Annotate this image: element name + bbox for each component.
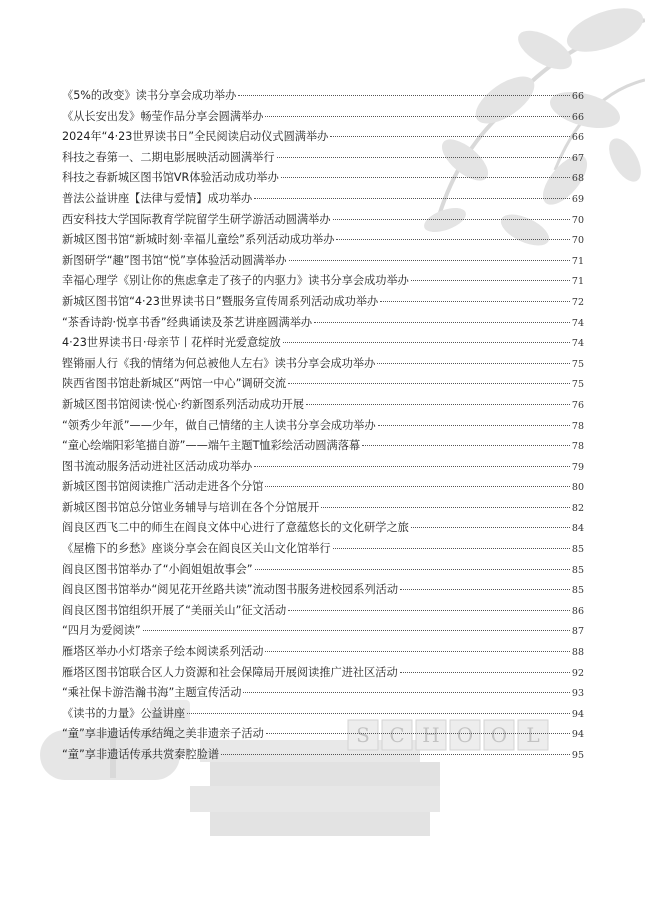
- toc-leader-dots: [333, 548, 570, 549]
- toc-entry-page: 84: [571, 523, 584, 535]
- toc-entry-title: 新城区图书馆“新城时刻·幸福儿童绘”系列活动成功举办: [62, 233, 335, 247]
- toc-entry-title: 陕西省图书馆赴新城区“两馆一中心”调研交流: [62, 377, 287, 391]
- toc-leader-dots: [254, 198, 570, 199]
- toc-entry-title: 2024年“4·23世界读书日”全民阅读启动仪式圆满举办: [62, 130, 329, 144]
- toc-leader-dots: [411, 527, 570, 528]
- toc-entry-page: 66: [571, 91, 584, 102]
- toc-entry-title: “领秀少年派”——少年，做自己情绪的主人读书分享会成功举办: [62, 418, 376, 432]
- toc-entry-page: 67: [571, 152, 584, 164]
- toc-entry[interactable]: [62, 580, 584, 601]
- toc-entry[interactable]: [62, 663, 584, 684]
- toc-leader-dots: [221, 754, 570, 755]
- toc-entry[interactable]: [62, 148, 584, 169]
- toc-entry[interactable]: [62, 477, 584, 498]
- toc-entry[interactable]: [62, 313, 584, 334]
- toc-entry[interactable]: [62, 292, 584, 313]
- toc-entry-title: 阎良区图书馆举办“阅见花开丝路共读”流动图书服务进校园系列活动: [62, 583, 399, 597]
- toc-entry-title: 西安科技大学国际教育学院留学生研学游活动圆满举办: [62, 212, 331, 226]
- toc-entry-page: 82: [571, 502, 584, 514]
- toc-entry[interactable]: [62, 395, 584, 416]
- toc-entry-title: 幸福心理学《别让你的焦虑拿走了孩子的内驱力》读书分享会成功举办: [62, 274, 409, 288]
- toc-leader-dots: [378, 425, 570, 426]
- toc-entry-page: 93: [571, 688, 584, 700]
- toc-entry-title: 新城区图书馆阅读推广活动走进各个分馆: [62, 480, 264, 494]
- toc-leader-dots: [266, 733, 570, 734]
- toc-leader-dots: [400, 589, 570, 590]
- toc-entry[interactable]: [62, 436, 584, 457]
- toc-entry-title: 图书流动服务活动进社区活动成功举办: [62, 459, 253, 473]
- toc-leader-dots: [330, 136, 570, 137]
- toc-entry-page: 75: [571, 379, 584, 391]
- toc-entry-page: 66: [571, 111, 584, 123]
- toc-entry-page: 78: [571, 441, 584, 453]
- toc-entry-page: 74: [571, 317, 584, 329]
- toc-entry-title: “童”享非遗话传承共赏秦腔脸谱: [62, 748, 220, 761]
- toc-entry-page: 70: [571, 235, 584, 247]
- toc-entry[interactable]: [62, 683, 584, 704]
- toc-entry[interactable]: [62, 642, 584, 663]
- toc-entry-title: 《读书的力量》公益讲座: [62, 706, 186, 720]
- toc-entry[interactable]: [62, 457, 584, 478]
- toc-entry-page: 75: [571, 358, 584, 370]
- toc-entry-title: 雁塔区图书馆联合区人力资源和社会保障局开展阅读推广进社区活动: [62, 665, 398, 679]
- toc-entry-page: 71: [571, 276, 584, 288]
- toc-entry-title: “童”享非遗话传承结绳之美非遗亲子活动: [62, 727, 264, 741]
- toc-entry-title: “童心绘端阳彩笔描自游”——端午主题T恤彩绘活动圆满落幕: [62, 439, 361, 453]
- school-block-l: L: [526, 723, 540, 747]
- toc-entry-page: 79: [571, 461, 584, 473]
- toc-entry-page: 94: [571, 729, 584, 741]
- toc-entry[interactable]: [62, 230, 584, 251]
- toc-entry-title: 新城区图书馆总分馆业务辅导与培训在各个分馆展开: [62, 500, 320, 514]
- toc-entry[interactable]: [62, 189, 584, 210]
- toc-entry-page: 87: [571, 626, 584, 638]
- toc-entry-page: 72: [571, 296, 584, 308]
- table-of-contents: [62, 86, 584, 766]
- toc-entry[interactable]: [62, 621, 584, 642]
- toc-entry-title: 铿锵丽人行《我的情绪为何总被他人左右》读书分享会成功举办: [62, 356, 376, 370]
- toc-entry[interactable]: [62, 498, 584, 519]
- toc-leader-dots: [243, 692, 570, 693]
- toc-entry[interactable]: [62, 416, 584, 437]
- toc-leader-dots: [288, 610, 570, 611]
- toc-leader-dots: [380, 301, 570, 302]
- toc-entry[interactable]: [62, 168, 584, 189]
- toc-entry-page: 74: [571, 338, 584, 350]
- toc-entry-title: “四月为爱阅读”: [62, 624, 141, 638]
- toc-entry-page: 86: [571, 605, 584, 617]
- toc-entry-title: 新图研学“趣”图书馆“悦”享体验活动圆满举办: [62, 253, 287, 267]
- toc-entry-title: 雁塔区举办小灯塔亲子绘本阅读系列活动: [62, 645, 264, 659]
- toc-entry-title: 新城区图书馆“4·23世界读书日”暨服务宣传周系列活动成功举办: [62, 294, 379, 308]
- toc-entry-title: 《屋檐下的乡愁》座谈分享会在阎良区关山文化馆举行: [62, 542, 331, 556]
- toc-leader-dots: [362, 445, 570, 446]
- toc-leader-dots: [281, 177, 570, 178]
- toc-entry-page: 88: [571, 647, 584, 659]
- toc-entry[interactable]: [62, 210, 584, 231]
- toc-entry-title: “茶香诗韵·悦享书香”经典诵读及茶艺讲座圆满举办: [62, 315, 313, 329]
- toc-entry[interactable]: [62, 745, 584, 766]
- toc-leader-dots: [254, 466, 570, 467]
- toc-entry-title: 科技之春第一、二期电影展映活动圆满举行: [62, 150, 275, 164]
- toc-entry[interactable]: [62, 251, 584, 272]
- toc-entry[interactable]: [62, 127, 584, 148]
- toc-entry-page: 85: [571, 585, 584, 597]
- toc-entry-page: 69: [571, 193, 584, 205]
- school-block-c: C: [389, 723, 405, 747]
- toc-entry-page: 76: [571, 399, 584, 411]
- toc-leader-dots: [238, 95, 570, 96]
- toc-entry-page: 68: [571, 173, 584, 185]
- toc-leader-dots: [289, 260, 570, 261]
- toc-leader-dots: [265, 651, 570, 652]
- toc-entry[interactable]: [62, 271, 584, 292]
- toc-entry[interactable]: [62, 107, 584, 128]
- toc-leader-dots: [143, 630, 570, 631]
- toc-entry-title: 普法公益讲座【法律与爱情】成功举办: [62, 191, 253, 205]
- toc-entry[interactable]: [62, 333, 584, 354]
- toc-entry[interactable]: [62, 539, 584, 560]
- toc-entry[interactable]: [62, 724, 584, 745]
- toc-entry-title: 阎良区图书馆举办了“小阎姐姐故事会”: [62, 562, 253, 576]
- toc-leader-dots: [265, 486, 570, 487]
- toc-entry-page: 85: [571, 544, 584, 556]
- toc-leader-dots: [306, 404, 570, 405]
- toc-leader-dots: [377, 363, 570, 364]
- toc-leader-dots: [187, 713, 570, 714]
- toc-leader-dots: [400, 672, 570, 673]
- toc-entry-title: 科技之春新城区图书馆VR体验活动成功举办: [62, 171, 279, 185]
- toc-entry-title: 《从长安出发》畅莹作品分享会圆满举办: [62, 109, 264, 123]
- toc-entry[interactable]: [62, 560, 584, 581]
- toc-entry[interactable]: [62, 354, 584, 375]
- toc-entry-title: 新城区图书馆阅读·悦心·约新图系列活动成功开展: [62, 397, 305, 411]
- toc-entry-page: 85: [571, 564, 584, 576]
- toc-leader-dots: [255, 569, 570, 570]
- toc-leader-dots: [277, 157, 570, 158]
- toc-entry-page: 80: [571, 482, 584, 494]
- school-block-o1: O: [456, 723, 474, 747]
- toc-entry[interactable]: [62, 601, 584, 622]
- toc-entry-title: 《5%的改变》读书分享会成功举办: [62, 89, 237, 102]
- toc-entry[interactable]: [62, 374, 584, 395]
- toc-leader-dots: [288, 383, 570, 384]
- toc-entry[interactable]: [62, 704, 584, 725]
- toc-leader-dots: [333, 219, 570, 220]
- toc-entry-title: 阎良区西飞二中的师生在阎良文体中心进行了意蕴悠长的文化研学之旅: [62, 521, 409, 535]
- toc-entry[interactable]: [62, 86, 584, 107]
- toc-entry-page: 95: [571, 750, 584, 761]
- school-block-o2: O: [490, 723, 508, 747]
- toc-leader-dots: [336, 239, 569, 240]
- school-block-h: H: [422, 723, 440, 747]
- toc-entry-page: 94: [571, 708, 584, 720]
- toc-leader-dots: [314, 322, 570, 323]
- toc-entry-page: 70: [571, 214, 584, 226]
- toc-entry-title: 4·23世界读书日·母亲节丨花样时光爱意绽放: [62, 336, 281, 350]
- toc-entry-page: 66: [571, 132, 584, 144]
- toc-entry[interactable]: [62, 518, 584, 539]
- school-block-s: S: [356, 723, 370, 747]
- toc-entry-page: 92: [571, 667, 584, 679]
- toc-entry-page: 78: [571, 420, 584, 432]
- toc-leader-dots: [283, 342, 570, 343]
- toc-entry-title: “乘社保卡游浩瀚书海”主题宣传活动: [62, 686, 242, 700]
- toc-entry-title: 阎良区图书馆组织开展了“美丽关山”征文活动: [62, 603, 287, 617]
- toc-leader-dots: [321, 507, 570, 508]
- toc-leader-dots: [411, 280, 570, 281]
- toc-entry-page: 71: [571, 255, 584, 267]
- toc-leader-dots: [265, 116, 570, 117]
